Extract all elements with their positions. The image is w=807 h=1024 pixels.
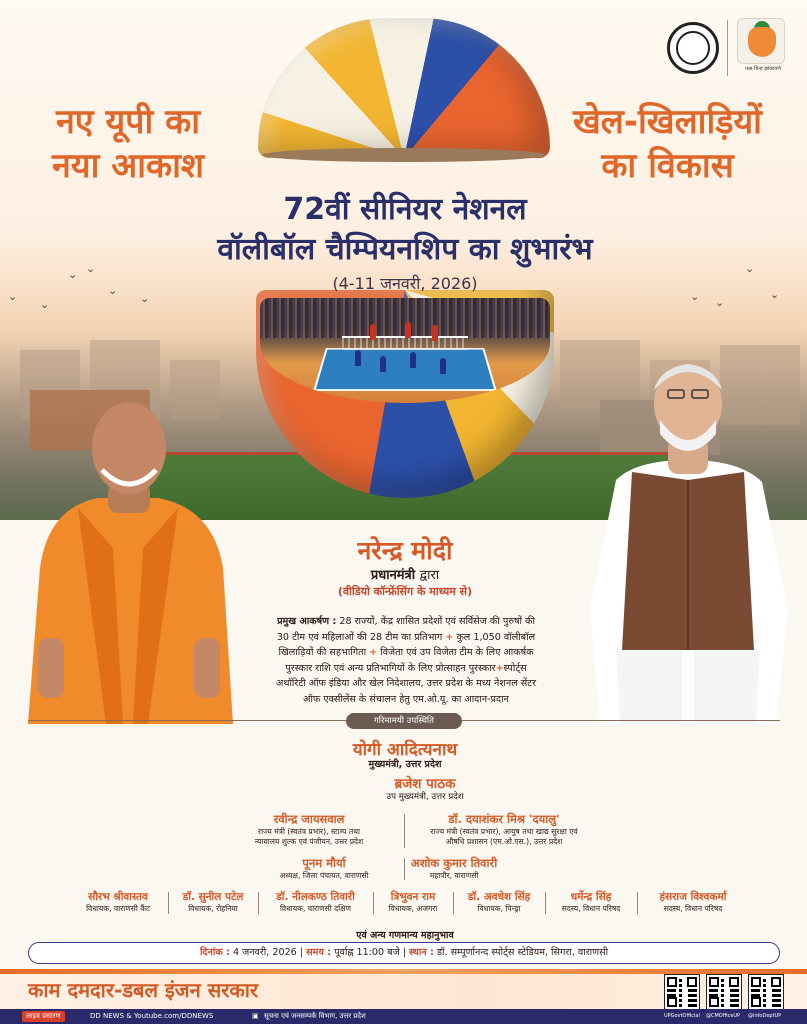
live-broadcast-badge: लाइव प्रसारण (22, 1011, 65, 1022)
guest-row3-item: हंसराज विश्वकर्मा सदस्य, विधान परिषद (659, 891, 727, 913)
volleyball-rim (262, 148, 546, 162)
broadcast-credit-bar (0, 1009, 807, 1024)
qr-caption: @InfoDeptUP (748, 1013, 782, 1019)
qr-code-icon[interactable] (748, 974, 784, 1010)
guest-row3-item: त्रिभुवन राम विधायक, अजगरा (388, 891, 438, 913)
qr-caption: @CMOfficeUP (706, 1013, 741, 1019)
bird-icon: ⌄ (745, 262, 755, 275)
up-government-emblem-icon (667, 22, 719, 74)
chief-guest-mode: (वीडियो कॉन्फ्रेंसिंग के माध्यम से) (337, 585, 473, 598)
volleyball-net (342, 336, 468, 350)
bird-icon: ⌄ (690, 290, 700, 303)
volleyball-court (313, 348, 497, 391)
slogan-new-up: नए यूपी का नया आकाश (51, 102, 205, 186)
guest-row3-item: डॉ. अवधेश सिंह विधायक, पिन्ड्रा (467, 891, 531, 913)
event-dates: (4-11 जनवरी, 2026) (332, 274, 478, 293)
bird-icon: ⌄ (86, 262, 96, 275)
slogan-sports-development: खेल-खिलाड़ियों का विकास (573, 102, 762, 186)
prime-minister-portrait (576, 350, 800, 724)
bird-icon: ⌄ (68, 268, 78, 281)
event-info-bar: दिनांक : 4 जनवरी, 2026 | समय : पूर्वाह्न 11:00 बजे | स्थान : डॉ. सम्पूर्णानन्द स्पोर्ट्स स्टेडियम, सिगरा, वाराणसी (28, 942, 780, 964)
guest-row3-item: डॉ. सुनील पटेल विधायक, रोहनिया (182, 891, 244, 913)
qr-code-icon[interactable] (664, 974, 700, 1010)
guest-deputy-cm: ब्रजेश पाठक उप मुख्यमंत्री, उत्तर प्रदेश (386, 776, 464, 802)
footer-slogan: काम दमदार-डबल इंजन सरकार (28, 978, 259, 1002)
bird-icon: ⌄ (715, 296, 725, 309)
guest-row2-item: अशोक कुमार तिवारी महापौर, वाराणसी (410, 856, 498, 880)
chief-guest-role: प्रधानमंत्री द्वारा (370, 568, 440, 583)
logo-divider (727, 20, 728, 76)
event-highlights: प्रमुख आकर्षण : 28 राज्यों, केंद्र शासित प्रदेशों एवं सर्विसेज की पुरुषों की 30 टीम एवं महिलाओं की 28 टीम का प्रतिभाग + कुल 1,050 वॉलीबॉल खिलाड़ियों की सहभागिता + विजेता एवं उप विजेता टीम के लिए आकर्षक पुरस्कार राशि एवं अन्य प्रतिभागियों के लिए प्रोत्साहन पुरस्कार+स्पोर्ट्स अथॉरिटी ऑफ इंडिया और खेल निदेशालय, उत्तर प्रदेश के मध्य नेशनल सेंटर ऑफ एक्सीलेंस के संचालन हेतु एम.ओ.यू. का आदान-प्रदान (275, 616, 536, 705)
guest-row1-item: डॉ. दयाशंकर मिश्र 'दयालु' राज्य मंत्री (स्वतंत्र प्रभार), आयुष तथा खाद्य सुरक्षा एवं औषधि प्रशासन (एम.ओ.एस.), उत्तर प्रदेश (430, 812, 578, 846)
chief-minister-portrait (18, 388, 240, 724)
tv-icon: ▣ (252, 1012, 259, 1020)
guest-cm: योगी आदित्यनाथ मुख्यमंत्री, उत्तर प्रदेश (352, 740, 458, 770)
qr-code-icon[interactable] (706, 974, 742, 1010)
bird-icon: ⌄ (770, 288, 780, 301)
guest-row3-item: सौरभ श्रीवास्तव विधायक, वाराणसी कैंट (86, 891, 150, 913)
mascot-caption: फस चिन्ह झांकावणे (745, 66, 781, 72)
bird-icon: ⌄ (140, 292, 150, 305)
chief-guest-name: नरेन्द्र मोदी (357, 536, 453, 565)
event-mascot-logo-icon (737, 18, 785, 64)
guest-row1-item: रवीन्द्र जायसवाल राज्य मंत्री (स्वतंत्र प्रभार), स्टाम्प तथा न्यायालय शुल्क एवं पंजीयन, उत्तर प्रदेश (254, 812, 364, 846)
bird-icon: ⌄ (40, 298, 50, 311)
guest-row3-item: धर्मेन्द्र सिंह सदस्य, विधान परिषद (561, 891, 621, 913)
guest-row2-item: पूनम मौर्या अध्यक्ष, जिला पंचायत, वाराणसी (279, 856, 369, 880)
bird-icon: ⌄ (108, 284, 118, 297)
other-dignitaries: एवं अन्य गणमान्य महानुभाव (356, 930, 454, 941)
qr-caption: UPGovtOfficial (664, 1013, 700, 1019)
bird-icon: ⌄ (8, 290, 18, 303)
event-title: 72वीं सीनियर नेशनल वॉलीबॉल चैम्पियनशिप का शुभारंभ (217, 192, 593, 267)
department-credit: सूचना एवं जनसम्पर्क विभाग, उत्तर प्रदेश (264, 1012, 366, 1020)
guest-row3-item: डॉ. नीलकण्ठ तिवारी विधायक, वाराणसी दक्षिण (276, 891, 355, 913)
presence-badge: गरिमामयी उपस्थिति (346, 713, 462, 729)
broadcast-channels: DD NEWS & Youtube.com/DDNEWS (90, 1012, 214, 1020)
